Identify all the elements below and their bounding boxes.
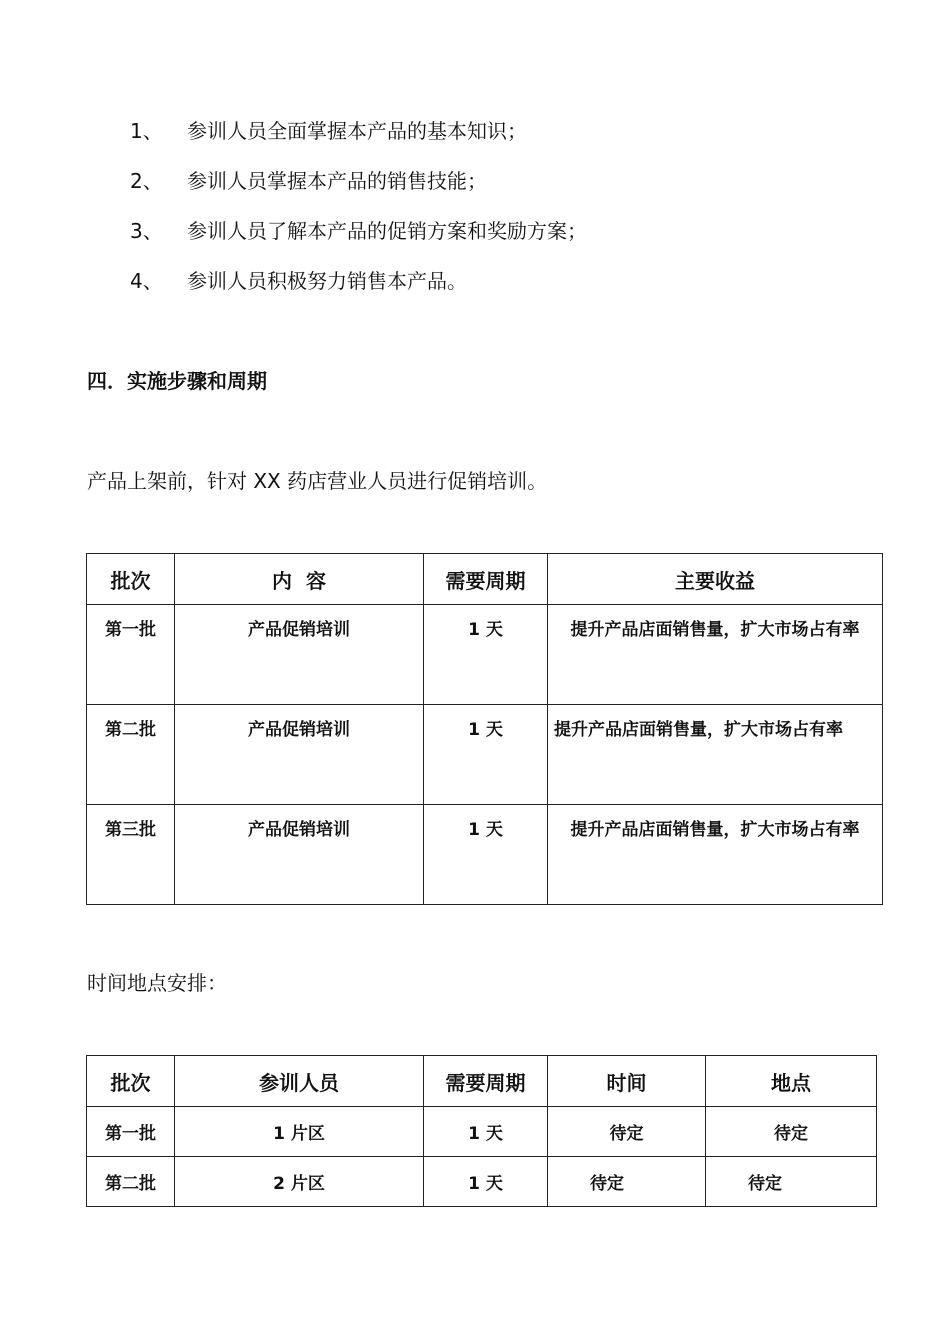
goal-text: 参训人员全面掌握本产品的基本知识； — [187, 119, 527, 143]
header-period: 需要周期 — [424, 1056, 548, 1107]
time-cell: 待定 — [548, 1107, 706, 1157]
table-row — [87, 605, 883, 705]
goal-number: 1、 — [130, 119, 163, 143]
table-row — [87, 1107, 877, 1157]
content-cell: 产品促销培训 — [175, 805, 424, 905]
goal-number: 4、 — [130, 269, 163, 293]
batch-cell: 第一批 — [87, 605, 175, 705]
header-place: 地点 — [706, 1056, 877, 1107]
section-intro: 产品上架前，针对 XX 药店营业人员进行促销培训。 — [87, 469, 548, 493]
benefit-cell: 提升产品店面销售量，扩大市场占有率 — [548, 805, 883, 905]
goal-text: 参训人员掌握本产品的销售技能； — [187, 169, 487, 193]
place-cell: 待定 — [706, 1107, 877, 1157]
header-time: 时间 — [548, 1056, 706, 1107]
batch-cell: 第一批 — [87, 1107, 175, 1157]
table-header-row — [87, 1056, 877, 1107]
goal-text: 参训人员了解本产品的促销方案和奖励方案； — [187, 219, 587, 243]
batch-cell: 第三批 — [87, 805, 175, 905]
period-cell: 1 天 — [424, 805, 548, 905]
period-cell: 1 天 — [424, 1107, 548, 1157]
table-header-row — [87, 554, 883, 605]
people-cell: 1 片区 — [175, 1107, 424, 1157]
header-period: 需要周期 — [424, 554, 548, 605]
header-batch: 批次 — [87, 554, 175, 605]
table-row — [87, 705, 883, 805]
table-row — [87, 1157, 877, 1207]
section-heading: 四．实施步骤和周期 — [87, 369, 267, 393]
benefit-cell: 提升产品店面销售量，扩大市场占有率 — [548, 705, 883, 805]
people-cell: 2 片区 — [175, 1157, 424, 1207]
plan-table — [86, 553, 883, 905]
schedule-table — [86, 1055, 877, 1207]
header-batch: 批次 — [87, 1056, 175, 1107]
content-cell: 产品促销培训 — [175, 605, 424, 705]
header-people: 参训人员 — [175, 1056, 424, 1107]
time-cell: 待定 — [548, 1157, 706, 1207]
benefit-cell: 提升产品店面销售量，扩大市场占有率 — [548, 605, 883, 705]
schedule-label: 时间地点安排： — [87, 971, 227, 995]
goal-number: 3、 — [130, 219, 163, 243]
batch-cell: 第二批 — [87, 1157, 175, 1207]
content-cell: 产品促销培训 — [175, 705, 424, 805]
goal-number: 2、 — [130, 169, 163, 193]
period-cell: 1 天 — [424, 705, 548, 805]
place-cell: 待定 — [706, 1157, 877, 1207]
header-content: 内 容 — [175, 554, 424, 605]
batch-cell: 第二批 — [87, 705, 175, 805]
period-cell: 1 天 — [424, 1157, 548, 1207]
period-cell: 1 天 — [424, 605, 548, 705]
goal-text: 参训人员积极努力销售本产品。 — [187, 269, 467, 293]
table-row — [87, 805, 883, 905]
header-benefit: 主要收益 — [548, 554, 883, 605]
